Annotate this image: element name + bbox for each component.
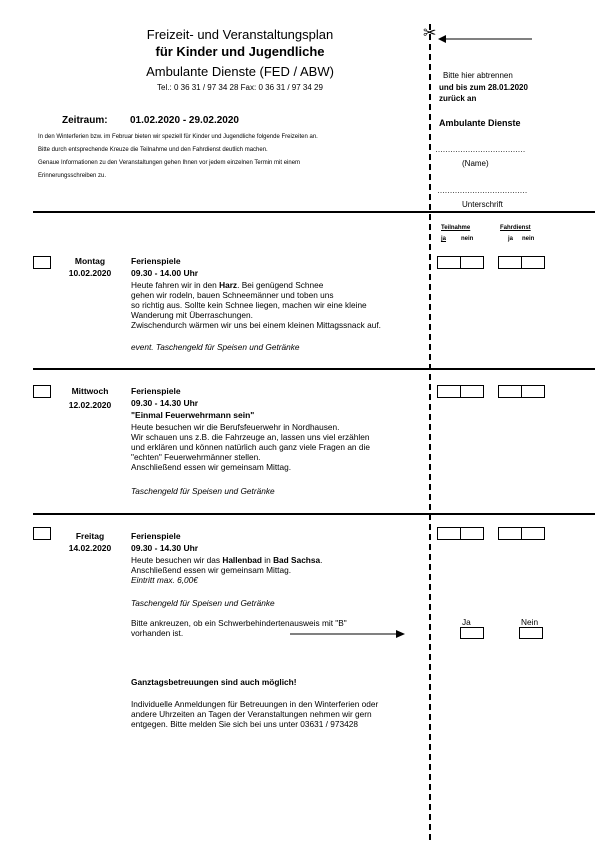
intro-line-2: Bitte durch entsprechende Kreuze die Teilnahme und den Fahrdienst deutlich machen. [38,147,268,153]
event-1-participation-yes[interactable] [437,256,461,269]
name-label: (Name) [462,159,489,168]
event-2-transport-yes[interactable] [498,385,522,398]
disability-no-label: Nein [521,617,539,627]
event-3-transport-no[interactable] [521,527,545,540]
event-2-time: 09.30 - 14.30 Uhr [131,398,199,408]
event-2-line-4: "echten" Feuerwehrmänner stellen. [131,452,261,462]
event-1-line-4: Wanderung mit Überraschungen. [131,310,253,320]
event-1-date: 10.02.2020 [68,268,112,278]
event-3-participation-yes[interactable] [437,527,461,540]
event-1-line-5: Zwischendurch wärmen wir uns bei einem kleinen Mittagssnack auf. [131,320,381,330]
transport-yes-label: ja [508,236,514,242]
name-field[interactable]: ……………………………… [435,145,525,154]
cut-instruction: Bitte hier abtrennen [443,71,513,80]
event-3-transport-yes[interactable] [498,527,522,540]
separator-1 [33,368,595,370]
event-1-checkbox[interactable] [33,256,51,269]
title-line-3: Ambulante Dienste (FED / ABW) [146,64,334,79]
footer-heading: Ganztagsbetreuungen sind auch möglich! [131,677,297,687]
title-line-1: Freizeit- und Veranstaltungsplan [146,27,334,42]
separator-2 [33,513,595,515]
event-2-date: 12.02.2020 [68,400,112,410]
event-3-checkbox[interactable] [33,527,51,540]
deadline: und bis zum 28.01.2020 [439,83,528,92]
disability-yes-label: Ja [462,617,471,627]
event-1-participation-no[interactable] [460,256,484,269]
event-2-line-5: Anschließend essen wir gemeinsam Mittag. [131,462,292,472]
event-2-day: Mittwoch [71,386,109,396]
event-3-time: 09.30 - 14.30 Uhr [131,543,199,553]
scissors-icon: ✂ [423,25,437,42]
participation-yes-label: ja [441,236,447,242]
event-1-line-1: Heute fahren wir in den Harz. Bei genügend Schnee [131,280,324,290]
event-2-participation-no[interactable] [460,385,484,398]
event-2-checkbox[interactable] [33,385,51,398]
disability-yes-checkbox[interactable] [460,627,484,639]
event-1-note: event. Taschengeld für Speisen und Getränke [131,342,300,352]
event-3-participation-no[interactable] [460,527,484,540]
event-2-line-1: Heute besuchen wir die Berufsfeuerwehr in Nordhausen. [131,422,340,432]
event-1-line-2: gehen wir rodeln, bauen Schneemänner und toben uns [131,290,334,300]
intro-line-1: In den Winterferien bzw. im Februar bieten wir speziell für Kinder und Jugendliche folgende Freizeiten an. [38,134,318,140]
event-2-line-2: Wir schauen uns z.B. die Fahrzeuge an, lassen uns viel erzählen [131,432,370,442]
event-1-day: Montag [74,256,106,266]
footer-line-2: andere Uhrzeiten an Tagen der Veranstaltungen nehmen wir gern [131,709,372,719]
transport-no-label: nein [522,236,535,242]
event-3-line-2: Anschließend essen wir gemeinsam Mittag. [131,565,292,575]
title-line-2: für Kinder und Jugendliche [155,44,325,59]
event-2-subtitle: "Einmal Feuerwehrmann sein" [131,410,255,420]
period-label: Zeitraum: [62,115,108,126]
participation-no-label: nein [461,236,474,242]
intro-line-4: Erinnerungsschreiben zu. [38,173,107,179]
event-1-transport-no[interactable] [521,256,545,269]
event-1-time: 09.30 - 14.00 Uhr [131,268,199,278]
period-value: 01.02.2020 - 29.02.2020 [130,115,239,126]
participation-header: Teilnahme [441,225,471,231]
contact-info: Tel.: 0 36 31 / 97 34 28 Fax: 0 36 31 / 97 34 29 [157,83,323,92]
event-1-transport-yes[interactable] [498,256,522,269]
separator-header [33,211,595,213]
event-3-date: 14.02.2020 [68,543,112,553]
transport-header: Fahrdienst [500,225,531,231]
signature-field[interactable]: ……………………………… [437,186,527,195]
event-1-line-3: so richtig aus. Sollte kein Schnee liegen, machen wir eine kleine [131,300,367,310]
event-2-line-3: und erklären und können natürlich auch ganz viele Fragen an die [131,442,370,452]
disability-no-checkbox[interactable] [519,627,543,639]
event-3-note: Taschengeld für Speisen und Getränke [131,598,275,608]
arrow-left-icon [438,34,533,44]
return-to: zurück an [439,94,477,103]
disability-question-2: vorhanden ist. [131,628,184,638]
recipient: Ambulante Dienste [439,118,521,128]
event-2-note: Taschengeld für Speisen und Getränke [131,486,275,496]
event-3-day: Freitag [75,531,105,541]
event-1-title: Ferienspiele [131,256,181,266]
intro-line-3: Genaue Informationen zu den Veranstaltungen gehen Ihnen vor jedem einzelnen Termin mit einem [38,160,301,166]
event-3-title: Ferienspiele [131,531,181,541]
arrow-right-icon [290,629,406,639]
signature-label: Unterschrift [462,200,503,209]
event-2-transport-no[interactable] [521,385,545,398]
event-2-title: Ferienspiele [131,386,181,396]
footer-line-3: entgegen. Bitte melden Sie sich bei uns unter 03631 / 973428 [131,719,358,729]
event-2-participation-yes[interactable] [437,385,461,398]
cut-line [429,24,431,840]
footer-line-1: Individuelle Anmeldungen für Betreuungen in den Winterferien oder [131,699,379,709]
event-3-line-1: Heute besuchen wir das Hallenbad in Bad Sachsa. [131,555,323,565]
disability-question-1: Bitte ankreuzen, ob ein Schwerbehindertenausweis mit "B" [131,618,347,628]
event-3-entry-fee: Eintritt max. 6,00€ [131,575,198,585]
